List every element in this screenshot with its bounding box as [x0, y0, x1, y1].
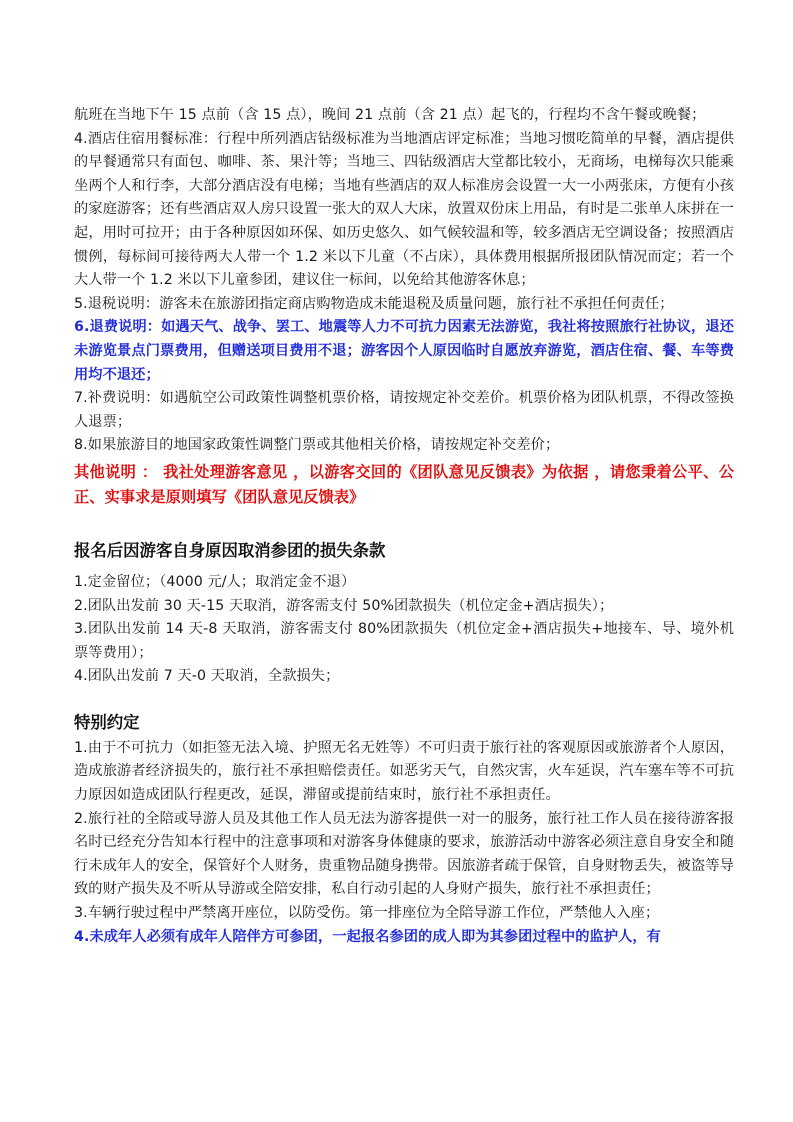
other-notes: 其他说明 ： 我社处理游客意见 ，以游客交回的《团队意见反馈表》为依据 ，请您秉着公平、公正、实事求是原则填写《团队意见反馈表》	[74, 462, 734, 506]
refund-note: 6.退费说明：如遇天气、战争、罢工、地震等人力不可抗力因素无法游览，我社将按照旅行社协议，退还未游览景点门票费用，但赠送项目费用不退；游客因个人原因临时自愿放弃游览，酒店住宿、餐、车等费用均不退还；	[74, 319, 734, 383]
special-agreement-heading: 特别约定	[74, 712, 140, 732]
special-item-minors: 4.未成年人必须有成年人陪伴方可参团，一起报名参团的成人即为其参团过程中的监护人，有	[74, 928, 661, 945]
price-policy-note: 8.如果旅游目的地国家政策性调整门票或其他相关价格，请按规定补交差价；	[74, 437, 560, 454]
special-item: 1.由于不可抗力（如拒签无法入境、护照无名无姓等）不可归责于旅行社的客观原因或旅游者个人原因，造成旅游者经济损失的，旅行社不承担赔偿责任。如恶劣天气，自然灾害，火车延误，汽车塞车等不可抗力原因如造成团队行程更改，延误，滞留或提前结束时，旅行社不承担责任。	[74, 739, 734, 804]
hotel-standard-note: 4.酒店住宿用餐标准：行程中所列酒店钻级标准为当地酒店评定标准；当地习惯吃简单的早餐，酒店提供的早餐通常只有面包、咖啡、茶、果汁等；当地三、四钻级酒店大堂都比较小，无商场，电梯每次只能乘坐两个人和行李，大部分酒店没有电梯；当地有些酒店的双人标准房会设置一大一小两张床，方便有小孩的家庭游客；还有些酒店双人房只设置一张大的双人大床，放置双份床上用品，有时是二张单人床拼在一起，用时可拉开；由于各种原因如环保、如历史悠久、如气候较温和等，较多酒店无空调设备；按照酒店惯例，每标间可接待两大人带一个 1.2 米以下儿童（不占床），具体费用根据所报团队情况而定；若一个大人带一个 1.2 米以下儿童参团，建议住一标间，以免给其他游客休息；	[74, 130, 734, 289]
cancellation-heading: 报名后因游客自身原因取消参团的损失条款	[74, 540, 386, 560]
cancellation-item: 3.团队出发前 14 天-8 天取消，游客需支付 80%团款损失（机位定金+酒店损失+地接车、导、境外机票等费用）；	[74, 621, 734, 661]
flight-meal-note: 航班在当地下午 15 点前（含 15 点），晚间 21 点前（含 21 点）起飞的，行程均不含午餐或晚餐；	[74, 107, 706, 123]
tax-refund-note: 5.退税说明：游客未在旅游团指定商店购物造成未能退税及质量问题，旅行社不承担任何责任；	[74, 295, 674, 312]
supplement-fee-note: 7.补费说明：如遇航空公司政策性调整机票价格，请按规定补交差价。机票价格为团队机票，不得改签换人退票；	[74, 390, 734, 430]
special-agreement-list	[74, 737, 734, 949]
cancellation-item: 2.团队出发前 30 天-15 天取消，游客需支付 50%团款损失（机位定金+酒店损失）；	[74, 597, 614, 614]
special-item: 2.旅行社的全陪或导游人员及其他工作人员无法为游客提供一对一的服务，旅行社工作人员在接待游客报名时已经充分告知本行程中的注意事项和对游客身体健康的要求，旅游活动中游客必须注意自身安全和随行未成年人的安全，保管好个人财务，贵重物品随身携带。因旅游者疏于保管，自身财物丢失，被盗等导致的财产损失及不听从导游或全陪安排，私自行动引起的人身财产损失，旅行社不承担责任；	[74, 810, 734, 898]
cancellation-item: 4.团队出发前 7 天-0 天取消，全款损失；	[74, 668, 340, 685]
document-page	[74, 104, 734, 949]
cancellation-item: 1.定金留位；（4000 元/人；取消定金不退）	[74, 573, 356, 590]
cancellation-list	[74, 571, 734, 689]
special-item: 3.车辆行驶过程中严禁离开座位，以防受伤。第一排座位为全陪导游工作位，严禁他人入座；	[74, 905, 660, 922]
